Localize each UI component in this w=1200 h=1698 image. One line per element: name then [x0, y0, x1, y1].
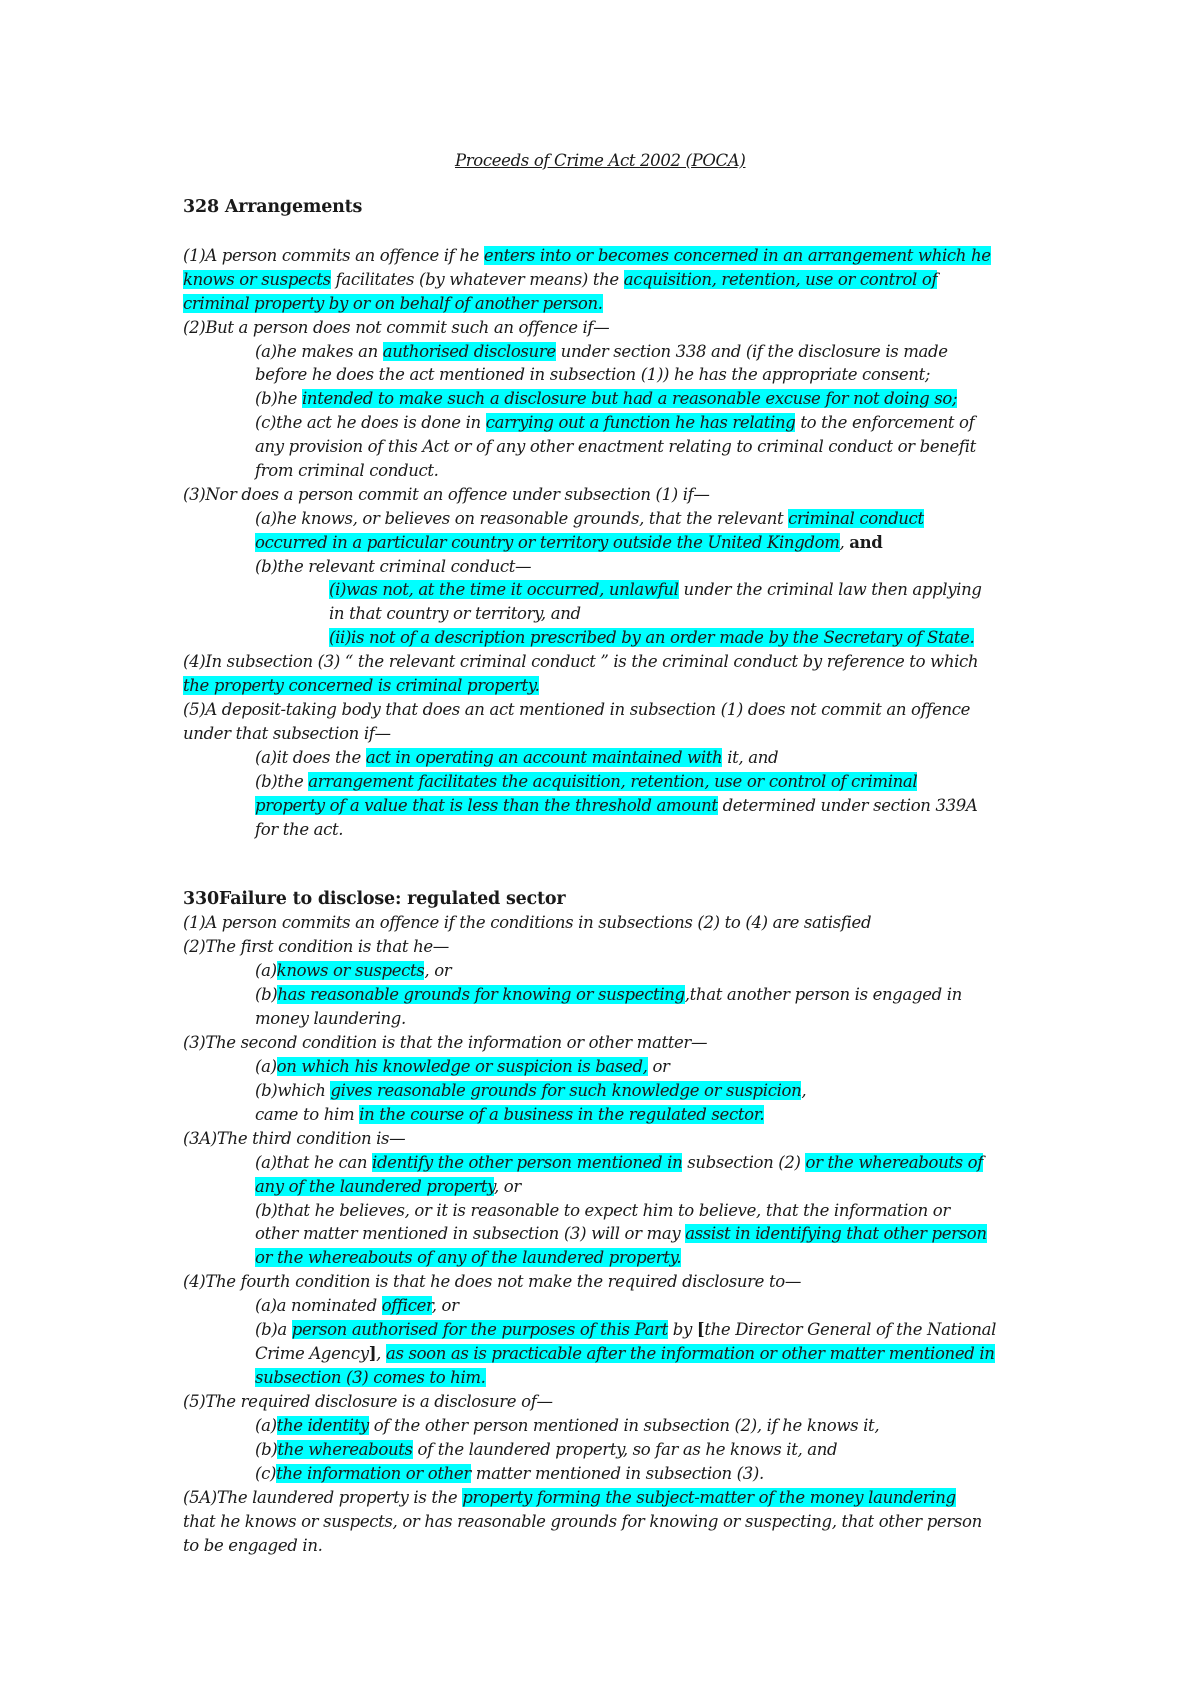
- text-segment: of the other person mentioned in subsection (2), if he knows it,: [368, 1416, 880, 1435]
- text-segment: matter mentioned in subsection (3).: [470, 1464, 764, 1483]
- text-line: [183, 911, 871, 934]
- highlighted-text: officer: [381, 1296, 432, 1315]
- text-segment: (2)But a person does not commit such an offence if—: [183, 318, 610, 337]
- highlighted-text: occurred in a particular country or territory outside the United Kingdom: [255, 533, 840, 552]
- text-line: [255, 340, 948, 363]
- text-segment: (a)it does the: [255, 748, 366, 767]
- text-line: [255, 1366, 486, 1389]
- text-line: [329, 626, 974, 649]
- text-segment: (1)A person commits an offence if he: [183, 246, 484, 265]
- text-segment: that he knows or suspects, or has reasonable grounds for knowing or suspecting, that other person: [183, 1512, 982, 1531]
- text-line: [255, 794, 977, 817]
- text-segment: (a): [255, 961, 277, 980]
- text-segment: (5)The required disclosure is a disclosure of—: [183, 1392, 553, 1411]
- text-segment: money laundering.: [255, 1009, 406, 1028]
- text-line: [255, 1294, 459, 1317]
- section-330-heading: 330Failure to disclose: regulated sector: [183, 889, 566, 909]
- text-segment: (b)he: [255, 389, 302, 408]
- text-segment: (3)Nor does a person commit an offence under subsection (1) if—: [183, 485, 710, 504]
- text-segment: (1)A person commits an offence if the conditions in subsections (2) to (4) are satisfied: [183, 913, 872, 932]
- text-segment: to be engaged in.: [183, 1536, 323, 1555]
- highlighted-text: acquisition, retention, use or control of: [623, 270, 938, 289]
- text-line: [183, 1031, 707, 1054]
- highlighted-text: criminal property by or on behalf of another person.: [183, 294, 603, 313]
- highlighted-text: or the whereabouts of: [805, 1153, 983, 1172]
- text-line: [255, 1007, 406, 1030]
- text-segment: Crime Agency: [255, 1344, 369, 1363]
- text-line: [255, 1414, 879, 1437]
- text-segment: (5)A deposit-taking body that does an act mentioned in subsection (1) does not commit an offence: [183, 700, 971, 719]
- text-line: [255, 1438, 837, 1461]
- text-line: [255, 459, 439, 482]
- highlighted-text: gives reasonable grounds for such knowledge or suspicion: [330, 1081, 802, 1100]
- highlighted-text: has reasonable grounds for knowing or suspecting: [277, 985, 685, 1004]
- text-segment: (b): [255, 1440, 278, 1459]
- text-segment: (2)The first condition is that he—: [183, 937, 449, 956]
- text-line: [183, 1270, 801, 1293]
- highlighted-text: (i): [329, 580, 347, 599]
- highlighted-text: as soon as is practicable after the information or other matter mentioned in: [385, 1344, 995, 1363]
- section-328-heading: 328 Arrangements: [183, 197, 363, 217]
- highlighted-text: the whereabouts: [277, 1440, 413, 1459]
- highlighted-text: carrying out a function he has relating: [485, 413, 796, 432]
- text-segment: ,: [801, 1081, 807, 1100]
- text-line: [183, 244, 991, 267]
- highlighted-text: enters into or becomes concerned in an arrangement which he: [483, 246, 991, 265]
- text-segment: (a)he makes an: [255, 342, 383, 361]
- text-segment: (3A)The third condition is—: [183, 1129, 406, 1148]
- highlighted-text: on which his knowledge or suspicion is based,: [276, 1057, 648, 1076]
- highlighted-text: subsection (3) comes to him.: [255, 1368, 486, 1387]
- text-line: [183, 1534, 323, 1557]
- highlighted-text: knows or suspects: [183, 270, 331, 289]
- text-segment: (4)In subsection (3) “ the relevant criminal conduct ” is the criminal conduct by reference to which: [183, 652, 979, 671]
- text-line: [183, 316, 609, 339]
- highlighted-text: knows or suspects: [276, 961, 425, 980]
- text-line: [255, 1462, 764, 1485]
- text-segment: ,: [376, 1344, 386, 1363]
- text-line: [255, 531, 882, 554]
- text-segment: under the criminal law then applying: [678, 580, 982, 599]
- text-line: [255, 435, 976, 458]
- text-line: [255, 1222, 987, 1245]
- text-line: [183, 650, 978, 673]
- highlighted-text: is not of a description prescribed by an order made by the Secretary of State.: [351, 628, 975, 647]
- text-segment: (b)a: [255, 1320, 292, 1339]
- text-line: [255, 1199, 950, 1222]
- text-line: [183, 268, 937, 291]
- text-segment: (a): [255, 1057, 277, 1076]
- highlighted-text: the identity: [276, 1416, 369, 1435]
- highlighted-text: was not, at the time it occurred, unlawful: [346, 580, 679, 599]
- text-line: [255, 387, 957, 410]
- text-segment: to the enforcement of: [795, 413, 975, 432]
- document-title: Proceeds of Crime Act 2002 (POCA): [455, 151, 746, 170]
- bold-text: ]: [368, 1344, 377, 1363]
- text-line: [183, 1390, 553, 1413]
- text-line: [255, 507, 924, 530]
- text-segment: of the laundered property, so far as he knows it, and: [412, 1440, 838, 1459]
- text-line: [255, 1246, 681, 1269]
- text-segment: the Director General of the National: [704, 1320, 997, 1339]
- text-line: [255, 363, 930, 386]
- text-segment: or: [647, 1057, 670, 1076]
- highlighted-text: any of the laundered property: [255, 1177, 494, 1196]
- text-segment: (b)the relevant criminal conduct—: [255, 557, 532, 576]
- highlighted-text: (ii): [329, 628, 352, 647]
- text-segment: (a)a nominated: [255, 1296, 382, 1315]
- highlighted-text: assist in identifying that other person: [685, 1224, 987, 1243]
- text-line: [255, 983, 962, 1006]
- text-segment: (4)The fourth condition is that he does not make the required disclosure to—: [183, 1272, 801, 1291]
- text-segment: under that subsection if—: [183, 724, 391, 743]
- text-line: [183, 1127, 405, 1150]
- text-line: [255, 1079, 806, 1102]
- text-segment: (c): [255, 1464, 277, 1483]
- text-segment: came to him: [255, 1105, 360, 1124]
- text-segment: by: [667, 1320, 697, 1339]
- text-line: [255, 1175, 521, 1198]
- text-segment: , or: [431, 1296, 459, 1315]
- text-segment: (b)which: [255, 1081, 331, 1100]
- text-segment: facilitates (by whatever means) the: [330, 270, 624, 289]
- highlighted-text: person authorised for the purposes of this Part: [291, 1320, 668, 1339]
- text-segment: determined under section 339A: [717, 796, 978, 815]
- highlighted-text: act in operating an account maintained with: [365, 748, 723, 767]
- text-segment: any provision of this Act or of any other enactment relating to criminal conduct or benefit: [255, 437, 976, 456]
- text-line: [255, 1342, 995, 1365]
- text-segment: (b)that he believes, or it is reasonable to expect him to believe, that the information or: [255, 1201, 950, 1220]
- highlighted-text: property of a value that is less than the threshold amount: [255, 796, 718, 815]
- text-segment: for the act.: [255, 820, 344, 839]
- highlighted-text: identify the other person mentioned in: [372, 1153, 683, 1172]
- text-segment: (3)The second condition is that the information or other matter—: [183, 1033, 708, 1052]
- text-segment: , or: [493, 1177, 521, 1196]
- text-line: [255, 411, 974, 434]
- text-segment: (5A)The laundered property is the: [183, 1488, 463, 1507]
- text-segment: (a)that he can: [255, 1153, 373, 1172]
- text-segment: other matter mentioned in subsection (3) will or may: [255, 1224, 686, 1243]
- highlighted-text: the information or other: [276, 1464, 471, 1483]
- text-segment: (c)the act he does is done in: [255, 413, 486, 432]
- text-segment: (a): [255, 1416, 277, 1435]
- text-line: [183, 483, 710, 506]
- highlighted-text: in the course of a business in the regulated sector.: [359, 1105, 765, 1124]
- highlighted-text: the property concerned is criminal property.: [183, 676, 540, 695]
- text-line: [255, 818, 343, 841]
- text-line: [255, 1318, 996, 1341]
- text-segment: (b): [255, 985, 278, 1004]
- text-segment: (a)he knows, or believes on reasonable grounds, that the relevant: [255, 509, 789, 528]
- highlighted-text: criminal conduct: [788, 509, 924, 528]
- text-line: [183, 292, 603, 315]
- text-line: [183, 722, 391, 745]
- highlighted-text: or the whereabouts of any of the laundered property.: [255, 1248, 682, 1267]
- text-line: [329, 578, 982, 601]
- bold-text: and: [849, 533, 883, 552]
- text-line: [255, 746, 778, 769]
- text-segment: before he does the act mentioned in subsection (1)) he has the appropriate consent;: [255, 365, 931, 384]
- text-line: [183, 674, 539, 697]
- highlighted-text: property forming the subject-matter of the money laundering: [462, 1488, 956, 1507]
- text-segment: , or: [424, 961, 452, 980]
- text-segment: (b)the: [255, 772, 309, 791]
- text-line: [255, 1151, 983, 1174]
- text-segment: ,: [839, 533, 850, 552]
- text-segment: from criminal conduct.: [255, 461, 439, 480]
- text-line: [255, 555, 531, 578]
- text-line: [255, 1055, 670, 1078]
- text-segment: under section 338 and (if the disclosure is made: [555, 342, 948, 361]
- text-line: [183, 1486, 956, 1509]
- text-segment: it, and: [722, 748, 779, 767]
- text-line: [183, 935, 449, 958]
- text-segment: subsection (2): [682, 1153, 806, 1172]
- bold-text: [: [696, 1320, 705, 1339]
- text-line: [183, 1510, 982, 1533]
- text-line: [255, 770, 917, 793]
- text-segment: ,that another person is engaged in: [684, 985, 962, 1004]
- text-segment: in that country or territory, and: [329, 604, 581, 623]
- highlighted-text: intended to make such a disclosure but had a reasonable excuse for not doing so;: [301, 389, 958, 408]
- text-line: [183, 698, 970, 721]
- text-line: [329, 602, 581, 625]
- highlighted-text: arrangement facilitates the acquisition, retention, use or control of criminal: [308, 772, 918, 791]
- text-line: [255, 1103, 764, 1126]
- text-line: [255, 959, 451, 982]
- highlighted-text: authorised disclosure: [382, 342, 556, 361]
